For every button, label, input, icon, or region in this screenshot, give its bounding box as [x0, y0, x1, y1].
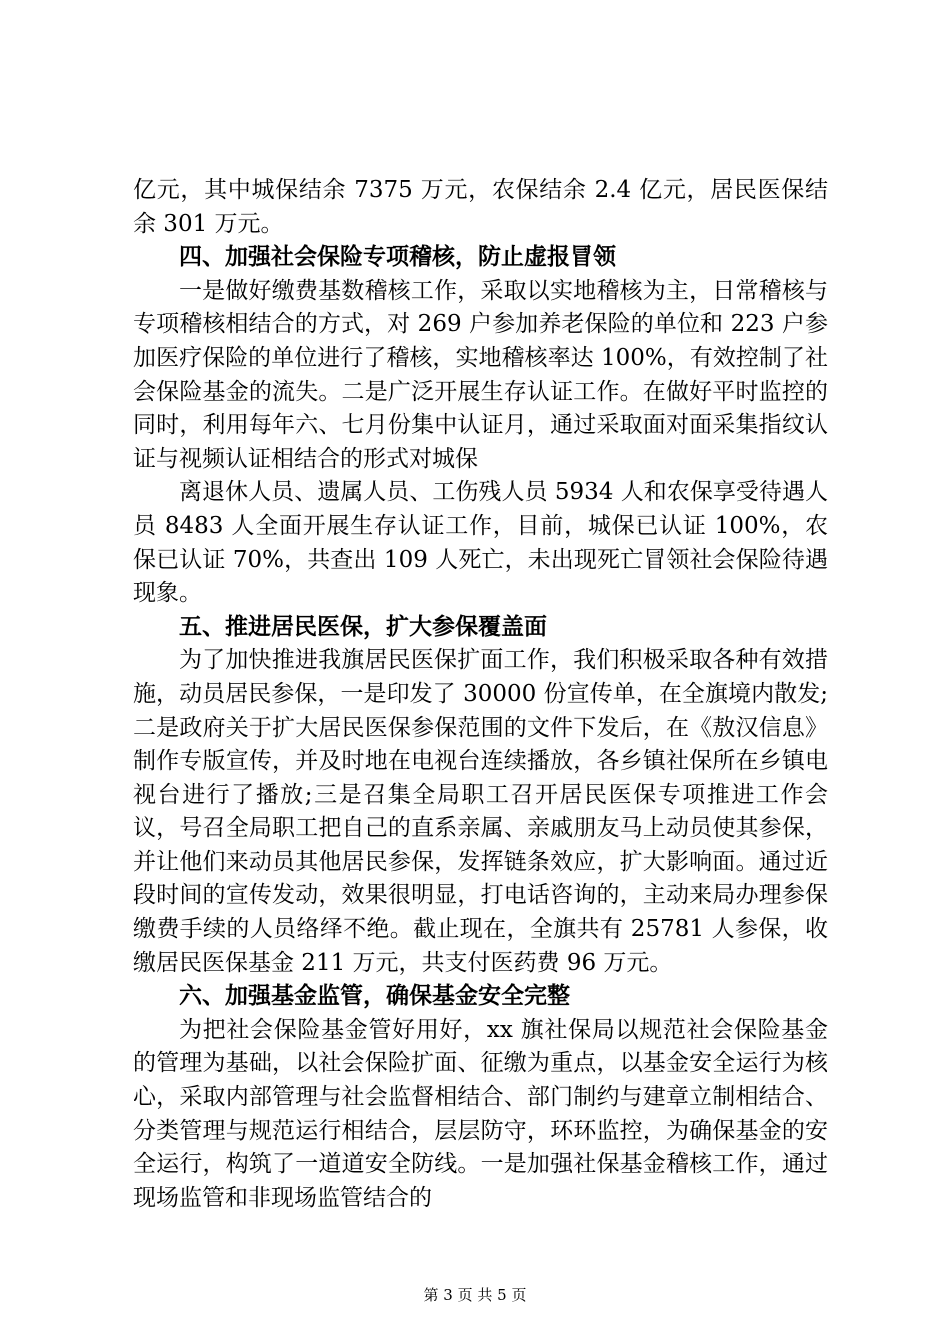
paragraph-fund-supervision: 为把社会保险基金管好用好，xx 旗社保局以规范社会保险基金的管理为基础，以社会保险扩面、征缴为重点，以基金安全运行为核心，采取内部管理与社会监督相结合、部门制约与建章立制相结合、分类管理与规范运行相结合，层层防守，环环监控，为确保基金的安全运行，构筑了一道道安全防线。一是加强社保基金稽核工作，通过现场监管和非现场监管结合的 — [133, 1016, 828, 1211]
section-heading-4: 四、加强社会保险专项稽核，防止虚报冒领 — [179, 244, 616, 271]
paragraph-continuation: 亿元，其中城保结余 7375 万元，农保结余 2.4 亿元，居民医保结余 301 万元。 — [133, 177, 828, 237]
paragraph-audit: 一是做好缴费基数稽核工作，采取以实地稽核为主，日常稽核与专项稽核相结合的方式，对 269 户参加养老保险的单位和 223 户参加医疗保险的单位进行了稽核，实地稽核率达 100%，有效控制了社会保险基金的流失。二是广泛开展生存认证工作。在做好平时监控的同时，利用每年六、七月份集中认证月，通过采取面对面采集指纹认证与视频认证相结合的形式对城保 — [133, 277, 828, 472]
page-number-footer: 第 3 页 共 5 页 — [423, 1286, 527, 1304]
document-body — [133, 174, 828, 1215]
paragraph-resident-insurance: 为了加快推进我旗居民医保扩面工作，我们积极采取各种有效措施，动员居民参保，一是印发了 30000 份宣传单，在全旗境内散发;二是政府关于扩大居民医保参保范围的文件下发后，在《敖汉信息》制作专版宣传，并及时地在电视台连续播放，各乡镇社保所在乡镇电视台进行了播放;三是召集全局职工召开居民医保专项推进工作会议，号召全局职工把自己的直系亲属、亲戚朋友马上动员使其参保，并让他们来动员其他居民参保，发挥链条效应，扩大影响面。通过近段时间的宣传发动，效果很明显，打电话咨询的，主动来局办理参保缴费手续的人员络绎不绝。截止现在，全旗共有 25781 人参保，收缴居民医保基金 211 万元，共支付医药费 96 万元。 — [133, 647, 828, 976]
paragraph-survival-certification: 离退休人员、遗属人员、工伤残人员 5934 人和农保享受待遇人员 8483 人全面开展生存认证工作，目前，城保已认证 100%，农保已认证 70%，共查出 109 人死亡，未出现死亡冒领社会保险待遇现象。 — [133, 479, 828, 607]
section-heading-6: 六、加强基金监管，确保基金安全完整 — [179, 983, 570, 1010]
section-heading-5: 五、推进居民医保，扩大参保覆盖面 — [179, 613, 547, 640]
